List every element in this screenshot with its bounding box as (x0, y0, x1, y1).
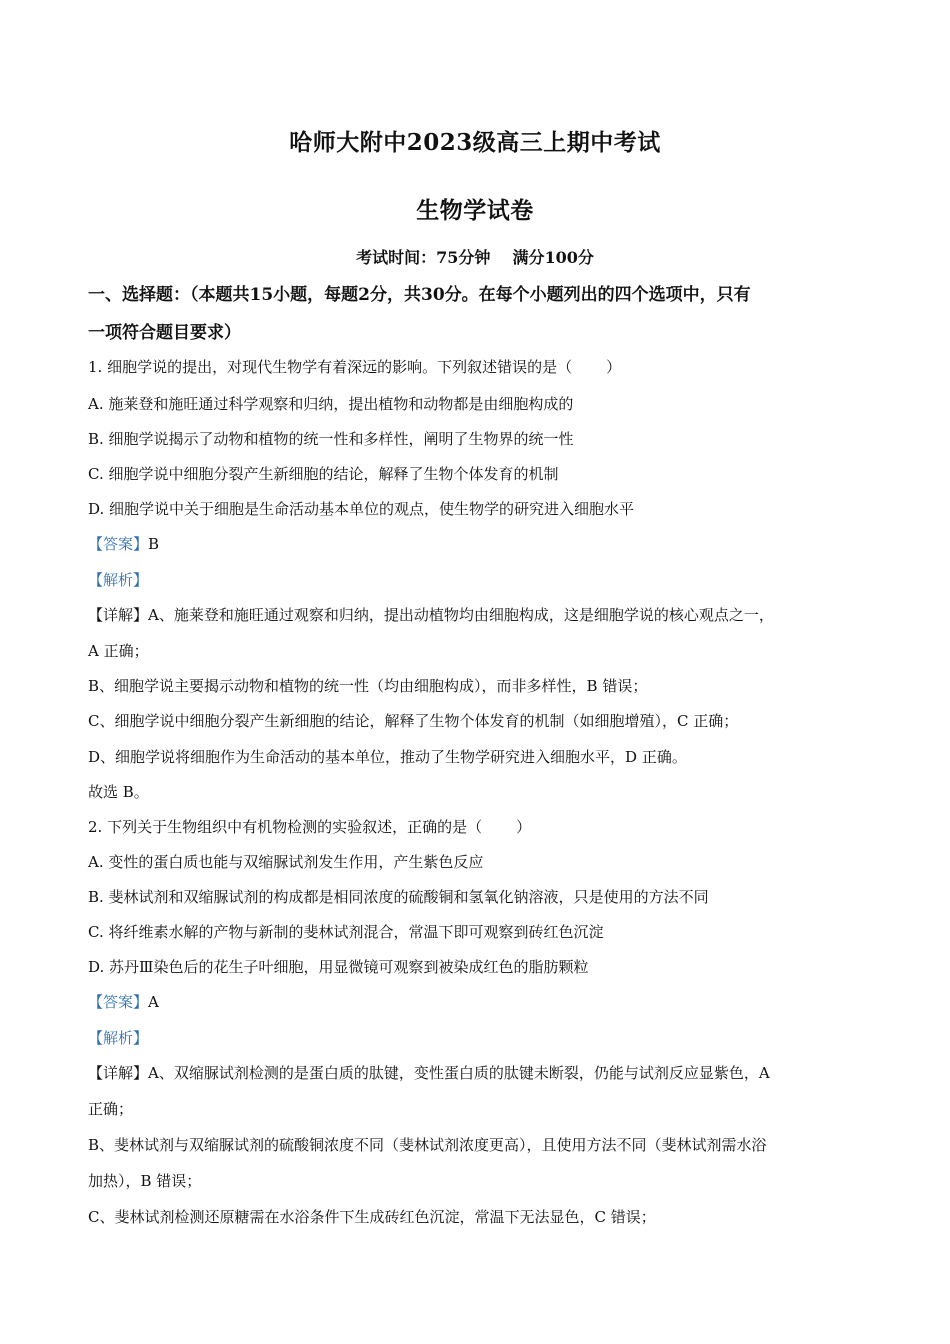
answer-label: 【答案】 (88, 993, 149, 1011)
q1-answer-value: B (148, 535, 160, 553)
q1-detail-line: D、细胞学说将细胞作为生命活动的基本单位，推动了生物学研究进入细胞水平，D 正确。 (88, 748, 687, 766)
q1-option-d: D. 细胞学说中关于细胞是生命活动基本单位的观点，使生物学的研究进入细胞水平 (88, 500, 635, 518)
answer-label: 【答案】 (88, 535, 149, 553)
q2-option-d: D. 苏丹Ⅲ染色后的花生子叶细胞，用显微镜可观察到被染成红色的脂肪颗粒 (88, 958, 589, 976)
q2-answer-value: A (148, 993, 159, 1011)
q2-analysis-label: 【解析】 (88, 1029, 149, 1047)
q1-answer (88, 533, 868, 554)
q1-option-b: B. 细胞学说揭示了动物和植物的统一性和多样性，阐明了生物界的统一性 (88, 430, 574, 448)
exam-title: 哈师大附中2023级高三上期中考试 (289, 129, 661, 156)
detail-label: 【详解】 (88, 1064, 149, 1082)
detail-label: 【详解】 (88, 606, 149, 624)
q2-detail-line: C、斐林试剂检测还原糖需在水浴条件下生成砖红色沉淀，常温下无法显色，C 错误； (88, 1208, 656, 1226)
q2-option-b: B. 斐林试剂和双缩脲试剂的构成都是相同浓度的硫酸铜和氢氧化钠溶液，只是使用的方法不同 (88, 888, 709, 906)
q2-detail-line: 【详解】A、双缩脲试剂检测的是蛋白质的肽键，变性蛋白质的肽键未断裂，仍能与试剂反应显紫色，A (88, 1064, 770, 1082)
section-heading (88, 276, 868, 352)
q1-analysis-label: 【解析】 (88, 571, 149, 589)
exam-time: 考试时间：75分钟 (356, 248, 491, 267)
q1-detail-line: 故选 B。 (88, 783, 149, 801)
q2-detail-line: 正确； (88, 1100, 134, 1118)
exam-score: 满分100分 (512, 248, 594, 267)
q1-detail-line: C、细胞学说中细胞分裂产生新细胞的结论，解释了生物个体发育的机制（如细胞增殖），C 正确； (88, 712, 739, 730)
q2-answer (88, 991, 868, 1012)
exam-subtitle: 生物学试卷 (416, 197, 534, 224)
q2-detail-line: B、斐林试剂与双缩脲试剂的硫酸铜浓度不同（斐林试剂浓度更高），且使用方法不同（斐林试剂需水浴 (88, 1136, 767, 1154)
q1-detail-line: 【详解】A、施莱登和施旺通过观察和归纳，提出动植物均由细胞构成，这是细胞学说的核心观点之一， (88, 606, 774, 624)
q1-option-a: A. 施莱登和施旺通过科学观察和归纳，提出植物和动物都是由细胞构成的 (88, 395, 574, 413)
q1-stem: 1. 细胞学说的提出，对现代生物学有着深远的影响。下列叙述错误的是（ ） (88, 358, 622, 376)
q2-option-c: C. 将纤维素水解的产物与新制的斐林试剂混合，常温下即可观察到砖红色沉淀 (88, 923, 604, 941)
q1-option-c: C. 细胞学说中细胞分裂产生新细胞的结论，解释了生物个体发育的机制 (88, 465, 559, 483)
q1-detail-line: B、细胞学说主要揭示动物和植物的统一性（均由细胞构成），而非多样性，B 错误； (88, 677, 648, 695)
exam-meta (0, 245, 950, 268)
section-heading-line2: 一项符合题目要求） (88, 323, 241, 343)
q2-detail-line: 加热），B 错误； (88, 1172, 202, 1190)
q2-option-a: A. 变性的蛋白质也能与双缩脲试剂发生作用，产生紫色反应 (88, 853, 484, 871)
section-heading-line1: 一、选择题：（本题共15小题，每题2分，共30分。在每个小题列出的四个选项中，只有 (88, 285, 751, 305)
q2-stem: 2. 下列关于生物组织中有机物检测的实验叙述，正确的是（ ） (88, 818, 532, 836)
q1-detail-line: A 正确； (88, 642, 149, 660)
